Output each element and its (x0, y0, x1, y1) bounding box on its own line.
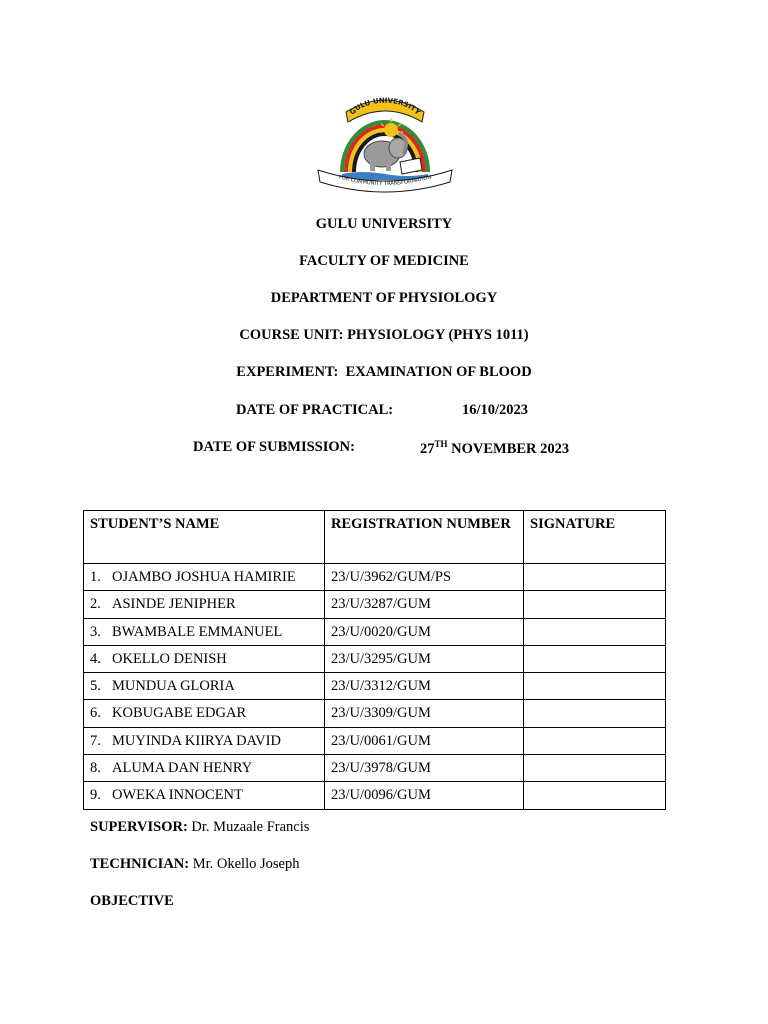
submission-month-year: NOVEMBER 2023 (447, 440, 570, 457)
table-row (84, 645, 666, 672)
table-header-row (84, 511, 666, 564)
signature-cell (524, 618, 666, 645)
student-name: OWEKA INNOCENT (112, 787, 243, 804)
course-unit: COURSE UNIT: PHYSIOLOGY (PHYS 1011) (239, 327, 529, 343)
table-row (84, 673, 666, 700)
supervisor-line (90, 819, 309, 836)
table-row (84, 782, 666, 809)
technician-line (90, 856, 299, 873)
signature-cell (524, 564, 666, 591)
signature-cell (524, 755, 666, 782)
technician-label: TECHNICIAN: (90, 856, 190, 872)
student-name: ALUMA DAN HENRY (112, 760, 253, 777)
row-number: 3. (90, 623, 101, 640)
student-name-cell (84, 618, 325, 645)
practical-date-value: 16/10/2023 (462, 402, 529, 418)
student-name: KOBUGABE EDGAR (112, 705, 247, 722)
table-row (84, 700, 666, 727)
submission-date-value (420, 439, 569, 458)
practical-date-label: DATE OF PRACTICAL: (236, 402, 394, 418)
column-header-registration: REGISTRATION NUMBER (325, 511, 524, 564)
supervisor-name: Dr. Muzaale Francis (187, 819, 310, 835)
experiment-title: EXPERIMENT: EXAMINATION OF BLOOD (236, 364, 532, 380)
student-name: OJAMBO JOSHUA HAMIRIE (112, 569, 296, 585)
row-number: 8. (90, 760, 101, 777)
student-name: MUYINDA KIIRYA DAVID (112, 732, 281, 749)
signature-cell (524, 591, 666, 618)
logo-university-text: GULU UNIVERSITY (348, 96, 422, 117)
university-logo (312, 88, 458, 198)
signature-cell (524, 645, 666, 672)
table-row (84, 564, 666, 591)
registration-number: 23/U/0096/GUM (325, 782, 524, 809)
faculty-title: FACULTY OF MEDICINE (299, 253, 469, 269)
student-name-cell (84, 564, 325, 591)
registration-number: 23/U/3309/GUM (325, 700, 524, 727)
row-number: 9. (90, 787, 101, 804)
registration-number: 23/U/3287/GUM (325, 591, 524, 618)
student-name-cell (84, 727, 325, 754)
column-header-signature: SIGNATURE (524, 511, 666, 564)
registration-number: 23/U/0061/GUM (325, 727, 524, 754)
objective-heading: OBJECTIVE (90, 893, 174, 909)
row-number: 5. (90, 678, 101, 695)
submission-day: 27 (420, 440, 435, 457)
table-row (84, 727, 666, 754)
student-name-cell (84, 700, 325, 727)
student-name: OKELLO DENISH (112, 650, 227, 667)
row-number: 6. (90, 705, 101, 722)
supervisor-label: SUPERVISOR: (90, 819, 188, 835)
signature-cell (524, 782, 666, 809)
row-number: 2. (90, 596, 101, 613)
student-name: MUNDUA GLORIA (112, 678, 235, 695)
registration-number: 23/U/3962/GUM/PS (325, 564, 524, 591)
registration-number: 23/U/3312/GUM (325, 673, 524, 700)
table-row (84, 618, 666, 645)
submission-date-label: DATE OF SUBMISSION: (193, 439, 355, 455)
logo-motto-text: FOR COMMUNITY TRANSFORMATION (337, 174, 433, 188)
student-name-cell (84, 645, 325, 672)
registration-number: 23/U/3295/GUM (325, 645, 524, 672)
signature-cell (524, 673, 666, 700)
student-name-cell (84, 673, 325, 700)
student-name: BWAMBALE EMMANUEL (112, 623, 283, 640)
signature-cell (524, 700, 666, 727)
student-name-cell (84, 755, 325, 782)
row-number: 7. (90, 732, 101, 749)
student-name-cell (84, 591, 325, 618)
registration-number: 23/U/0020/GUM (325, 618, 524, 645)
signature-cell (524, 727, 666, 754)
row-number: 1. (90, 569, 101, 585)
row-number: 4. (90, 650, 101, 667)
student-name: ASINDE JENIPHER (112, 596, 236, 613)
students-table (83, 510, 666, 810)
table-row (84, 591, 666, 618)
submission-day-suffix: TH (434, 439, 448, 449)
department-title: DEPARTMENT OF PHYSIOLOGY (270, 290, 498, 306)
university-title: GULU UNIVERSITY (315, 216, 453, 232)
student-name-cell (84, 782, 325, 809)
registration-number: 23/U/3978/GUM (325, 755, 524, 782)
column-header-name: STUDENT’S NAME (84, 511, 325, 564)
table-row (84, 755, 666, 782)
technician-name: Mr. Okello Joseph (189, 856, 300, 872)
